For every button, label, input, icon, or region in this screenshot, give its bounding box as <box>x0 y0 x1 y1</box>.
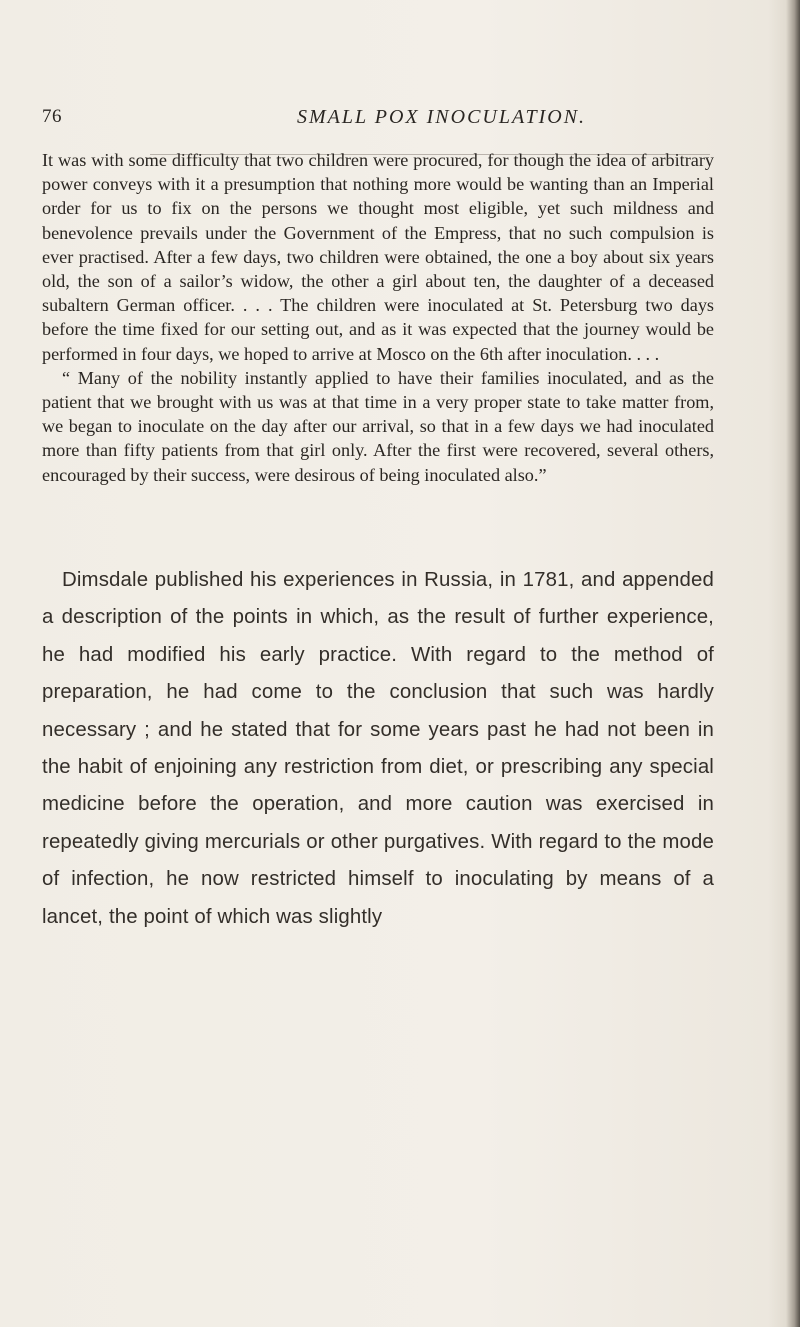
extract-paragraph-1: It was with some difficulty that two children were procured, for though the idea of arbitrary power conveys with it a presumption that nothing more would be wanting than an Imperial order for us to fix on the persons we thought most eligible, yet such mildness and benevolence prevails under the Government of the Empress, that no such compulsion is ever practised. After a few days, two children were obtained, the one a boy about six years old, the son of a sailor’s widow, the other a girl about ten, the daughter of a deceased subaltern German officer. . . . The children were inoculated at St. Petersburg two days before the time fixed for our setting out, and as it was expected that the journey would be performed in four days, we hoped to arrive at Mosco on the 6th after inoculation. . . . <box>42 150 714 364</box>
running-head <box>42 106 762 136</box>
body-paragraph: Dimsdale published his experiences in Russia, in 1781, and appended a description of the points in which, as the result of further experience, he had modified his early practice. With regard to the method of preparation, he had come to the conclusion that such was hardly necessary ; and he stated that for some years past he had not been in the habit of enjoining any restriction from diet, or prescribing any special medicine before the operation, and more caution was exercised in repeatedly giving mercurials or other purgatives. With regard to the mode of infection, he now restricted himself to inoculating by means of a lancet, the point of which was slightly <box>42 569 714 928</box>
running-title: SMALL POX INOCULATION. <box>297 106 587 128</box>
page-number: 76 <box>42 106 62 127</box>
quoted-extract <box>42 148 714 487</box>
page-edge-shadow <box>786 0 800 1327</box>
extract-paragraph-2: “ Many of the nobility instantly applied to have their families inoculated, and as the patient that we brought with us was at that time in a very proper state to take matter from, we began to inoculate on the day after our arrival, so that in a few days we had inoculated more than fifty patients from that girl only. After the first were recovered, several others, encouraged by their success, were desirous of being inoculated also.” <box>42 367 714 485</box>
